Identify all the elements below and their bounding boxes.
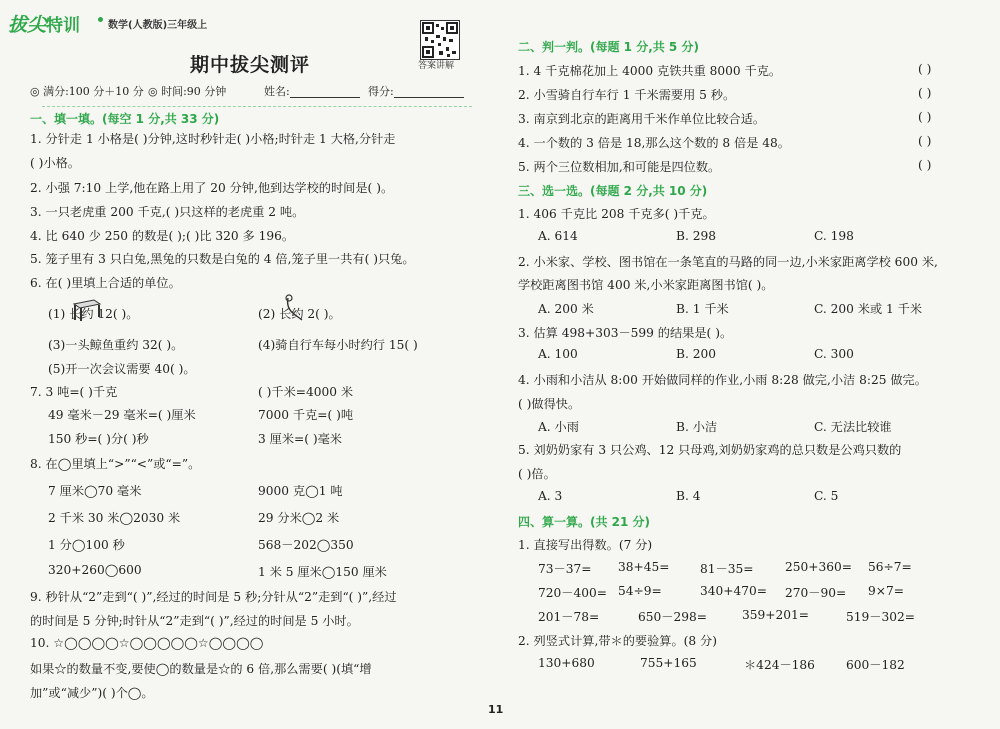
choice-2-line2: 学校距离图书馆 400 米,小米家距离图书馆( )。 [518,278,774,292]
calc-cell: 73－37= [538,562,592,576]
q8-c: 2 千米 30 米◯2030 米 [48,511,181,525]
choice-4-c[interactable]: C. 无法比较谁 [814,420,892,434]
section4-heading: 四、算一算。(共 21 分) [518,515,651,529]
q1-line1: 1. 分针走 1 小格是( )分钟,这时秒针走( )小格;时针走 1 大格,分针走 [30,132,396,146]
q5: 5. 笼子里有 3 只白兔,黑兔的只数是白兔的 4 倍,笼子里一共有( )只兔。 [30,252,415,266]
choice-2-line1: 2. 小米家、学校、图书馆在一条笔直的马路的同一边,小米家距离学校 600 米, [518,255,938,269]
judge-answer-4[interactable]: ( ) [918,134,932,148]
section1-heading: 一、填一填。(每空 1 分,共 33 分) [30,112,220,126]
calc-cell: 201－78= [538,610,600,624]
q7-a: 7. 3 吨=( )千克 [30,385,118,399]
q7-b: ( )千米=4000 米 [258,385,354,399]
choice-5-line1: 5. 刘奶奶家有 3 只公鸡、12 只母鸡,刘奶奶家鸡的总只数是公鸡只数的 [518,443,902,457]
q8-h: 1 米 5 厘米◯150 厘米 [258,565,387,579]
meta-time: ◎ 时间:90 分钟 [148,85,227,98]
page-number: 11 [488,703,504,716]
choice-4-a[interactable]: A. 小雨 [538,420,579,434]
q10-line1: 10. ☆◯◯◯◯☆◯◯◯◯◯☆◯◯◯◯ [30,636,264,650]
q6-item5: (5)开一次会议需要 40( )。 [48,362,196,376]
calc-cell: 38+45= [618,560,670,574]
table-icon [72,296,102,326]
q8-a: 7 厘米◯70 毫米 [48,484,142,498]
choice-3: 3. 估算 498+303－599 的结果是( )。 [518,326,733,340]
calc-cell: 340+470= [700,584,767,598]
calc-cell: 250+360= [785,560,852,574]
choice-3-a[interactable]: A. 100 [538,347,578,361]
vertical-calc: 600－182 [846,658,905,672]
choice-5-a[interactable]: A. 3 [538,489,563,503]
qr-label: 答案讲解 [418,61,455,71]
calc-cell: 720－400= [538,586,607,600]
q7-d: 7000 千克=( )吨 [258,408,354,422]
divider [42,106,472,107]
calc-cell: 56÷7= [868,560,912,574]
choice-4-line1: 4. 小雨和小洁从 8:00 开始做同样的作业,小雨 8:28 做完,小洁 8:25 做完。 [518,373,927,387]
score-blank[interactable] [394,86,464,98]
meta-score: ◎ 满分:100 分＋10 分 [30,85,144,98]
choice-4-b[interactable]: B. 小洁 [676,420,718,434]
name-label: 姓名: [264,85,290,98]
q3: 3. 一只老虎重 200 千克,( )只这样的老虎重 2 吨。 [30,205,305,219]
qr-code-icon[interactable] [420,20,460,60]
pin-icon [284,294,308,326]
judge-answer-5[interactable]: ( ) [918,158,932,172]
calc-cell: 81－35= [700,562,754,576]
choice-4-line2: ( )做得快。 [518,397,581,411]
choice-1-c[interactable]: C. 198 [814,229,854,243]
choice-2-c[interactable]: C. 200 米或 1 千米 [814,302,923,316]
score-label: 得分: [368,85,394,98]
choice-1-b[interactable]: B. 298 [676,229,716,243]
q10-line2: 如果☆的数量不变,要使◯的数量是☆的 6 倍,那么需要( )(填“增 [30,662,372,676]
bullet-dot [98,17,103,22]
logo-main: 拔尖 [8,14,47,36]
section2-heading: 二、判一判。(每题 1 分,共 5 分) [518,40,699,54]
choice-5-line2: ( )倍。 [518,467,556,481]
judge-answer-1[interactable]: ( ) [918,62,932,76]
name-blank[interactable] [290,86,360,98]
calc-q1: 1. 直接写出得数。(7 分) [518,538,653,552]
judge-5: 5. 两个三位数相加,和可能是四位数。 [518,160,721,174]
q8-e: 1 分◯100 秒 [48,538,125,552]
q8-g: 320+260◯600 [48,563,142,577]
brand-logo [8,10,80,37]
page-title: 期中拔尖测评 [190,54,311,76]
q9-line1: 9. 秒针从“2”走到“( )”,经过的时间是 5 秒;分针从“2”走到“( )”,经过 [30,590,397,604]
q8-f: 568－202◯350 [258,538,354,552]
q6-item3: (3)一头鲸鱼重约 32( )。 [48,338,184,352]
judge-2: 2. 小雪骑自行车行 1 千米需要用 5 秒。 [518,88,736,102]
calc-cell: 54÷9= [618,584,662,598]
q6-item1: (1) 长约 12( )。 [48,307,139,321]
q8-head: 8. 在◯里填上“>”“<”或“=”。 [30,457,201,471]
q7-f: 3 厘米=( )毫米 [258,432,342,446]
judge-answer-3[interactable]: ( ) [918,110,932,124]
q4: 4. 比 640 少 250 的数是( );( )比 320 多 196。 [30,229,295,243]
choice-5-c[interactable]: C. 5 [814,489,839,503]
q7-c: 49 毫米－29 毫米=( )厘米 [48,408,196,422]
q9-line2: 的时间是 5 分钟;时针从“2”走到“( )”,经过的时间是 5 小时。 [30,614,359,628]
logo-tail: 特训 [46,16,81,36]
choice-3-b[interactable]: B. 200 [676,347,716,361]
q1-line2: ( )小格。 [30,156,80,170]
q6-head: 6. 在( )里填上合适的单位。 [30,276,181,290]
vertical-calc: ＊424－186 [744,658,815,672]
calc-cell: 650－298= [638,610,707,624]
q8-d: 29 分米◯2 米 [258,511,340,525]
calc-cell: 519－302= [846,610,915,624]
calc-cell: 9×7= [868,584,904,598]
judge-3: 3. 南京到北京的距离用千米作单位比较合适。 [518,112,766,126]
calc-cell: 270－90= [785,586,847,600]
choice-2-b[interactable]: B. 1 千米 [676,302,729,316]
q10-line3: 加”或“减少”)( )个◯。 [30,686,154,700]
vertical-calc: 755+165 [640,656,697,670]
choice-3-c[interactable]: C. 300 [814,347,854,361]
section3-heading: 三、选一选。(每题 2 分,共 10 分) [518,184,708,198]
vertical-calc: 130+680 [538,656,595,670]
choice-5-b[interactable]: B. 4 [676,489,701,503]
q7-e: 150 秒=( )分( )秒 [48,432,149,446]
judge-answer-2[interactable]: ( ) [918,86,932,100]
subject-label: 数学(人教版)三年级上 [108,20,208,31]
score-field[interactable] [368,83,464,99]
q8-b: 9000 克◯1 吨 [258,484,343,498]
calc-q2: 2. 列竖式计算,带＊的要验算。(8 分) [518,634,717,648]
choice-2-a[interactable]: A. 200 米 [538,302,594,316]
name-field[interactable] [264,83,360,99]
choice-1: 1. 406 千克比 208 千克多( )千克。 [518,207,715,221]
q2: 2. 小强 7:10 上学,他在路上用了 20 分钟,他到达学校的时间是( )。 [30,181,394,195]
judge-1: 1. 4 千克棉花加上 4000 克铁共重 8000 千克。 [518,64,782,78]
choice-1-a[interactable]: A. 614 [538,229,578,243]
calc-cell: 359+201= [742,608,809,622]
q6-item4: (4)骑自行车每小时约行 15( ) [258,338,418,352]
judge-4: 4. 一个数的 3 倍是 18,那么这个数的 8 倍是 48。 [518,136,790,150]
q6-item2: (2) 长约 2( )。 [258,307,341,321]
